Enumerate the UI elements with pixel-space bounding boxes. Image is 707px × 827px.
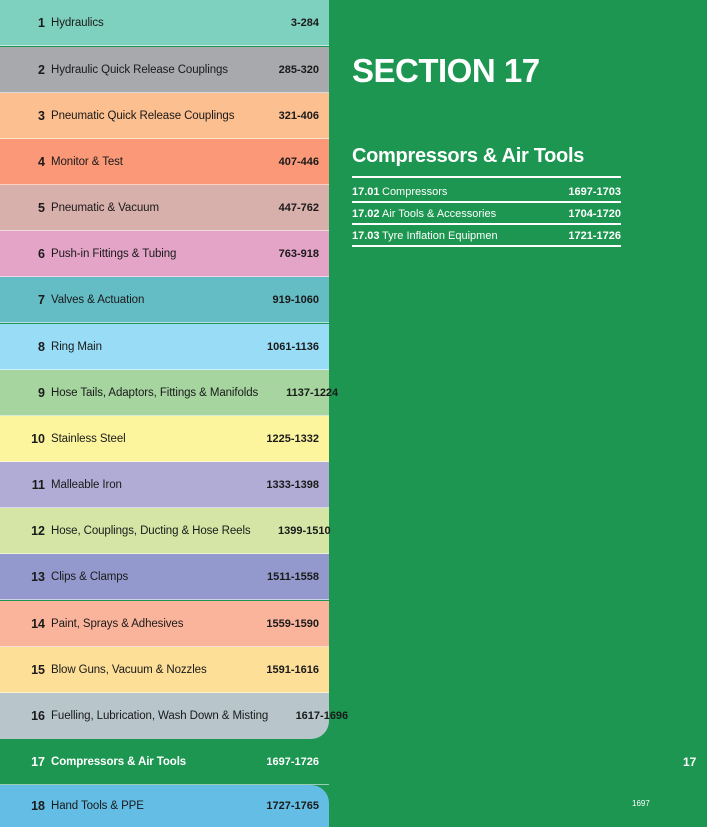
index-tab-title: Clips & Clamps [51, 570, 129, 583]
index-tab-number: 2 [38, 62, 45, 77]
index-tab-number: 15 [31, 662, 45, 677]
index-tab-title: Paint, Sprays & Adhesives [51, 617, 184, 630]
index-tab-title: Blow Guns, Vacuum & Nozzles [51, 663, 207, 676]
toc-name: Tyre Inflation Equipmen [382, 230, 498, 242]
index-tab-pages: 1225-1332 [266, 432, 319, 445]
section-title: Compressors & Air Tools [352, 145, 585, 167]
index-tab-pages: 1591-1616 [266, 663, 319, 676]
index-tab-18[interactable] [0, 785, 329, 827]
index-tab-number: 17 [31, 754, 45, 769]
toc-row[interactable] [352, 183, 621, 203]
toc-row[interactable] [352, 205, 621, 225]
index-tab-9[interactable] [0, 370, 339, 416]
index-tab-title: Ring Main [51, 340, 102, 353]
index-tab-pages: 919-1060 [272, 293, 319, 306]
index-tab-number: 12 [31, 523, 45, 538]
section-heading: SECTION 17 [352, 52, 540, 89]
index-tab-number: 13 [31, 569, 45, 584]
index-tab-6[interactable] [0, 231, 329, 277]
toc-range: 1704-1720 [568, 208, 621, 220]
index-tab-pages: 1697-1726 [266, 755, 319, 768]
index-tab-number: 8 [38, 339, 45, 354]
index-tab-title: Hydraulics [51, 16, 104, 29]
index-tab-title: Valves & Actuation [51, 293, 145, 306]
index-tab-pages: 1399-1510 [277, 524, 331, 537]
index-tab-13[interactable] [0, 554, 329, 600]
index-tab-number: 1 [38, 15, 45, 30]
index-tab-title: Stainless Steel [51, 432, 126, 445]
index-tab-pages: 1333-1398 [266, 478, 319, 491]
section-index [0, 0, 349, 827]
index-tab-title: Malleable Iron [51, 478, 122, 491]
index-tab-pages: 407-446 [278, 155, 319, 168]
index-tab-pages: 1061-1136 [267, 340, 319, 353]
toc-code: 17.02 [352, 208, 380, 220]
toc-code: 17.01 [352, 186, 380, 198]
toc-row[interactable] [352, 227, 621, 247]
index-tab-pages: 285-320 [278, 63, 319, 76]
index-tab-pages: 321-406 [278, 109, 319, 122]
section-contents [352, 183, 621, 249]
toc-name: Air Tools & Accessories [382, 208, 497, 220]
index-tab-7[interactable] [0, 277, 329, 323]
index-tab-pages: 763-918 [278, 247, 319, 260]
index-tab-number: 4 [38, 154, 45, 169]
index-tab-title: Hand Tools & PPE [51, 800, 144, 812]
index-tab-number: 16 [31, 709, 45, 723]
index-tab-pages: 1559-1590 [266, 617, 319, 630]
index-tab-title: Hose Tails, Adaptors, Fittings & Manifolds [51, 386, 259, 399]
index-tab-number: 3 [38, 108, 45, 123]
toc-code: 17.03 [352, 230, 380, 242]
index-tab-15[interactable] [0, 647, 329, 693]
page-number: 1697 [632, 799, 650, 808]
index-tab-title: Pneumatic Quick Release Couplings [51, 109, 235, 122]
index-tab-number: 18 [31, 799, 45, 813]
title-divider [352, 176, 621, 178]
index-tab-title: Push-in Fittings & Tubing [51, 247, 177, 260]
index-tab-number: 11 [31, 477, 45, 492]
index-tab-pages: 1727-1765 [266, 800, 319, 812]
index-tab-11[interactable] [0, 462, 329, 508]
index-tab-pages: 1511-1558 [267, 570, 319, 583]
index-tab-12[interactable] [0, 508, 329, 554]
index-tab-10[interactable] [0, 416, 329, 462]
index-tab-3[interactable] [0, 93, 329, 139]
index-tab-title: Hose, Couplings, Ducting & Hose Reels [51, 524, 251, 537]
index-tab-title: Compressors & Air Tools [51, 755, 187, 768]
toc-range: 1697-1703 [568, 186, 621, 198]
index-tab-pages: 3-284 [290, 16, 319, 29]
index-tab-pages: 1137-1224 [286, 386, 339, 399]
index-tab-16[interactable] [0, 693, 349, 739]
index-tab-number: 14 [31, 616, 45, 631]
index-tab-pages: 1617-1696 [295, 710, 349, 722]
index-tab-number: 10 [31, 431, 45, 446]
index-tab-title: Fuelling, Lubrication, Wash Down & Misting [51, 710, 269, 722]
index-tab-14[interactable] [0, 601, 329, 647]
toc-range: 1721-1726 [568, 230, 621, 242]
index-tab-title: Hydraulic Quick Release Couplings [51, 63, 228, 76]
index-tab-number: 5 [38, 200, 45, 215]
index-tab-1[interactable] [0, 0, 329, 46]
index-tab-17[interactable] [0, 739, 329, 785]
index-tab-pages: 447-762 [278, 201, 319, 214]
toc-name: Compressors [382, 186, 448, 198]
index-tab-title: Monitor & Test [51, 155, 123, 168]
index-tab-4[interactable] [0, 139, 329, 185]
index-tab-5[interactable] [0, 185, 329, 231]
index-tab-number: 7 [38, 292, 45, 307]
index-tab-8[interactable] [0, 324, 329, 370]
index-tab-number: 6 [38, 246, 45, 261]
index-tab-2[interactable] [0, 47, 329, 93]
tab-number: 17 [683, 755, 697, 769]
index-tab-number: 9 [38, 385, 45, 400]
index-tab-title: Pneumatic & Vacuum [51, 201, 159, 214]
